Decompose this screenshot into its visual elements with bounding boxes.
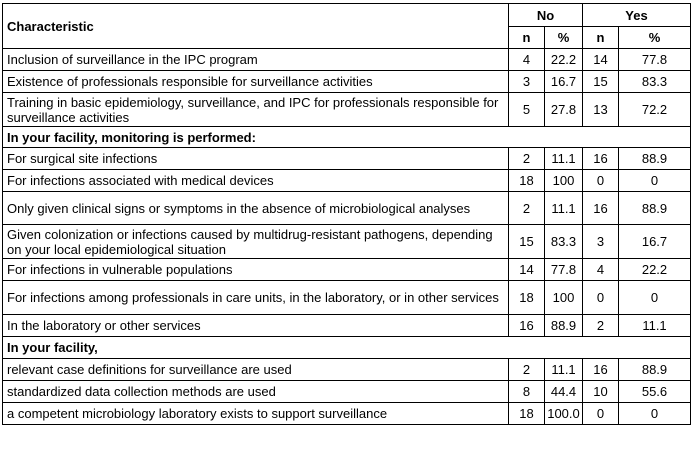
characteristic-cell: For infections among professionals in care units, in the laboratory, or in other services [3,281,509,315]
no-pct-cell: 16.7 [545,71,583,93]
header-yes: Yes [583,4,691,27]
no-pct-cell: 11.1 [545,148,583,170]
yes-n-cell: 16 [583,359,619,381]
no-pct-cell: 44.4 [545,381,583,403]
no-pct-cell: 83.3 [545,225,583,259]
yes-n-cell: 14 [583,49,619,71]
characteristic-cell: For infections in vulnerable populations [3,259,509,281]
yes-pct-cell: 55.6 [619,381,691,403]
no-pct-cell: 100 [545,281,583,315]
header-no-pct: % [545,27,583,49]
characteristic-cell: For infections associated with medical devices [3,170,509,192]
no-pct-cell: 11.1 [545,359,583,381]
characteristic-cell: Existence of professionals responsible for surveillance activities [3,71,509,93]
no-pct-cell: 22.2 [545,49,583,71]
no-n-cell: 3 [509,71,545,93]
no-n-cell: 2 [509,359,545,381]
table-row [3,170,691,192]
table-body [3,49,691,425]
no-n-cell: 18 [509,281,545,315]
header-yes-n: n [583,27,619,49]
yes-pct-cell: 77.8 [619,49,691,71]
characteristic-cell: For surgical site infections [3,148,509,170]
characteristic-cell: relevant case definitions for surveillance are used [3,359,509,381]
no-pct-cell: 77.8 [545,259,583,281]
table-row [3,281,691,315]
table-row [3,315,691,337]
characteristic-cell: a competent microbiology laboratory exists to support surveillance [3,403,509,425]
no-n-cell: 8 [509,381,545,403]
yes-n-cell: 0 [583,403,619,425]
no-n-cell: 2 [509,148,545,170]
table-row [3,49,691,71]
table-row [3,381,691,403]
header-yes-pct: % [619,27,691,49]
header-no: No [509,4,583,27]
no-pct-cell: 100 [545,170,583,192]
table-row [3,71,691,93]
table-row [3,403,691,425]
yes-pct-cell: 88.9 [619,359,691,381]
section-row [3,127,691,148]
yes-n-cell: 13 [583,93,619,127]
no-pct-cell: 88.9 [545,315,583,337]
characteristic-cell: In the laboratory or other services [3,315,509,337]
yes-n-cell: 3 [583,225,619,259]
yes-n-cell: 0 [583,170,619,192]
no-n-cell: 2 [509,192,545,225]
table-row [3,93,691,127]
no-n-cell: 15 [509,225,545,259]
yes-pct-cell: 88.9 [619,148,691,170]
no-pct-cell: 11.1 [545,192,583,225]
yes-pct-cell: 83.3 [619,71,691,93]
yes-n-cell: 2 [583,315,619,337]
characteristic-cell: Only given clinical signs or symptoms in the absence of microbiological analyses [3,192,509,225]
characteristic-cell: Training in basic epidemiology, surveillance, and IPC for professionals responsible for surveillance activities [3,93,509,127]
yes-n-cell: 10 [583,381,619,403]
characteristic-cell: Given colonization or infections caused by multidrug-resistant pathogens, depending on your local epidemiological situation [3,225,509,259]
yes-pct-cell: 0 [619,170,691,192]
yes-n-cell: 4 [583,259,619,281]
yes-n-cell: 0 [583,281,619,315]
section-label: In your facility, [3,337,691,359]
header-no-n: n [509,27,545,49]
characteristic-cell: standardized data collection methods are used [3,381,509,403]
yes-pct-cell: 72.2 [619,93,691,127]
yes-n-cell: 16 [583,192,619,225]
no-n-cell: 18 [509,170,545,192]
no-n-cell: 18 [509,403,545,425]
no-n-cell: 14 [509,259,545,281]
no-pct-cell: 27.8 [545,93,583,127]
yes-pct-cell: 88.9 [619,192,691,225]
yes-pct-cell: 22.2 [619,259,691,281]
yes-pct-cell: 0 [619,281,691,315]
table-row [3,148,691,170]
table-row [3,225,691,259]
table-row [3,192,691,225]
characteristic-cell: Inclusion of surveillance in the IPC program [3,49,509,71]
no-pct-cell: 100.0 [545,403,583,425]
yes-n-cell: 16 [583,148,619,170]
section-row [3,337,691,359]
yes-n-cell: 15 [583,71,619,93]
table-row [3,259,691,281]
no-n-cell: 16 [509,315,545,337]
surveillance-table [2,3,691,425]
section-label: In your facility, monitoring is performed: [3,127,691,148]
no-n-cell: 4 [509,49,545,71]
yes-pct-cell: 0 [619,403,691,425]
yes-pct-cell: 11.1 [619,315,691,337]
table-row [3,359,691,381]
yes-pct-cell: 16.7 [619,225,691,259]
header-characteristic: Characteristic [3,4,509,49]
no-n-cell: 5 [509,93,545,127]
